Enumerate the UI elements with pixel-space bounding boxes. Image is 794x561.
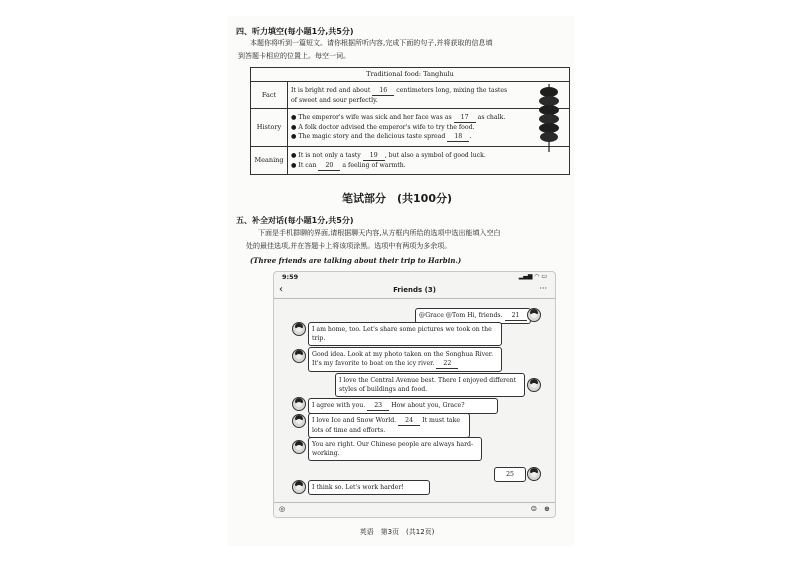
phone-chat-screen <box>273 271 556 518</box>
message-text-after: How about you, Grace? <box>391 402 465 409</box>
tanghulu-picture <box>535 82 563 154</box>
avatar-left <box>292 397 306 411</box>
avatar-left <box>292 349 306 363</box>
page-footer: 英语 第3页 (共12页) <box>359 528 435 536</box>
row-label-history: History <box>251 108 288 146</box>
written-part-title: 笔试部分 (共100分) <box>341 192 452 205</box>
chat-message-5 <box>308 398 498 414</box>
blank-25: 25 <box>506 471 514 478</box>
more-icon[interactable]: ··· <box>539 284 547 293</box>
meaning-2b: a feeling of warmth. <box>342 161 406 169</box>
avatar-right <box>527 378 541 392</box>
section4-heading: 四、听力填空(每小题1分,共5分) <box>236 27 354 36</box>
chat-message-4 <box>335 373 525 397</box>
fact-text-2: centimeters long, mixing the tastes <box>396 86 508 94</box>
message-text: I am home, too. Let's share some pictures we took on the trip. <box>312 326 492 342</box>
chat-title: Friends (3) <box>393 286 436 294</box>
blank-16: 16 <box>372 86 394 96</box>
history-1: The emperor's wife was sick and her face was as <box>298 114 452 122</box>
avatar-left <box>292 480 306 494</box>
section5-heading: 五、补全对话(每小题1分,共5分) <box>236 216 354 225</box>
message-text: I love the Central Avenue best. There I enjoyed different styles of buildings and food. <box>339 377 517 393</box>
plus-icon[interactable]: ⊕ <box>544 505 550 513</box>
history-3b: . <box>469 133 472 141</box>
avatar-right <box>527 467 541 481</box>
avatar-left <box>292 440 306 454</box>
avatar-left <box>292 414 306 428</box>
chat-message-6 <box>308 413 470 438</box>
fact-cell <box>288 82 570 108</box>
row-label-fact: Fact <box>251 82 288 108</box>
message-text: Good idea. Look at my photo taken on the Songhua River. It's my favorite to boat on the icy river. <box>312 351 494 367</box>
blank-18: 18 <box>447 132 469 142</box>
meaning-1: It is not only a tasty <box>298 151 361 159</box>
history-2: A folk doctor advised the emperor's wife to try the food. <box>298 124 475 132</box>
dialogue-intro: (Three friends are talking about their trip to Harbin.) <box>250 256 462 265</box>
history-3: The magic story and the delicious taste spread <box>298 133 446 141</box>
chat-header <box>274 284 555 299</box>
blank-19: 19 <box>363 151 385 161</box>
chat-message-8 <box>494 467 526 482</box>
bullet-icon: ● <box>291 161 297 169</box>
section5-instruction-2: 处的最佳选项,并在答题卡上将该项涂黑。选项中有两项为多余项。 <box>246 242 452 250</box>
chat-message-7 <box>308 437 482 461</box>
blank-23: 23 <box>367 401 389 411</box>
status-bar <box>282 273 547 283</box>
meaning-cell <box>288 147 570 175</box>
blank-22: 22 <box>436 359 458 369</box>
section4-instruction-1: 本题你将听到一篇短文。请你根据所听内容,完成下面的句子,并将获取的信息填 <box>250 39 493 47</box>
fact-text-3: of sweet and sour perfectly. <box>291 96 378 104</box>
message-text: @Grace @Tom Hi, friends. <box>419 312 503 319</box>
tanghulu-table <box>250 67 570 175</box>
history-cell <box>288 108 570 146</box>
history-1b: as chalk. <box>477 114 506 122</box>
chat-message-3 <box>308 347 502 372</box>
meaning-2: It can <box>298 161 317 169</box>
fact-text: It is bright red and about <box>291 86 371 94</box>
signal-wifi-battery-icon: ▂▄▆ ◠ ▭ <box>518 273 547 280</box>
status-time: 9:59 <box>282 273 299 281</box>
avatar-left <box>292 322 306 336</box>
message-text-after: It must take lots of time and efforts. <box>312 417 461 434</box>
back-arrow-icon[interactable]: ‹ <box>279 284 283 295</box>
chat-message-9 <box>308 480 430 495</box>
bullet-icon: ● <box>291 133 297 141</box>
bullet-icon: ● <box>291 124 297 132</box>
blank-24: 24 <box>398 416 420 426</box>
blank-20: 20 <box>318 161 340 171</box>
avatar-right <box>527 308 541 322</box>
table-title: Traditional food: Tanghulu <box>251 68 570 82</box>
emoji-icon[interactable]: ☺ <box>530 505 537 513</box>
blank-21: 21 <box>505 311 527 321</box>
section4-instruction-2: 到答题卡相应的位置上。每空一词。 <box>238 52 350 60</box>
voice-icon[interactable]: ◎ <box>279 505 286 513</box>
bullet-icon: ● <box>291 114 297 122</box>
blank-17: 17 <box>454 113 476 123</box>
message-text: I love Ice and Snow World. <box>312 417 397 424</box>
row-label-meaning: Meaning <box>251 147 288 175</box>
chat-input-bar <box>274 502 555 517</box>
chat-message-2 <box>308 322 502 346</box>
bullet-icon: ● <box>291 151 297 159</box>
message-text: I agree with you. <box>312 402 366 409</box>
message-text: You are right. Our Chinese people are always hard-working. <box>312 441 474 457</box>
meaning-1b: , but also a symbol of good luck. <box>384 151 486 159</box>
message-text: I think so. Let's work harder! <box>312 484 404 491</box>
section5-instruction-1: 下面是手机群聊的界面,请根据聊天内容,从方框内所给的选项中选出能填入空白 <box>258 229 501 237</box>
